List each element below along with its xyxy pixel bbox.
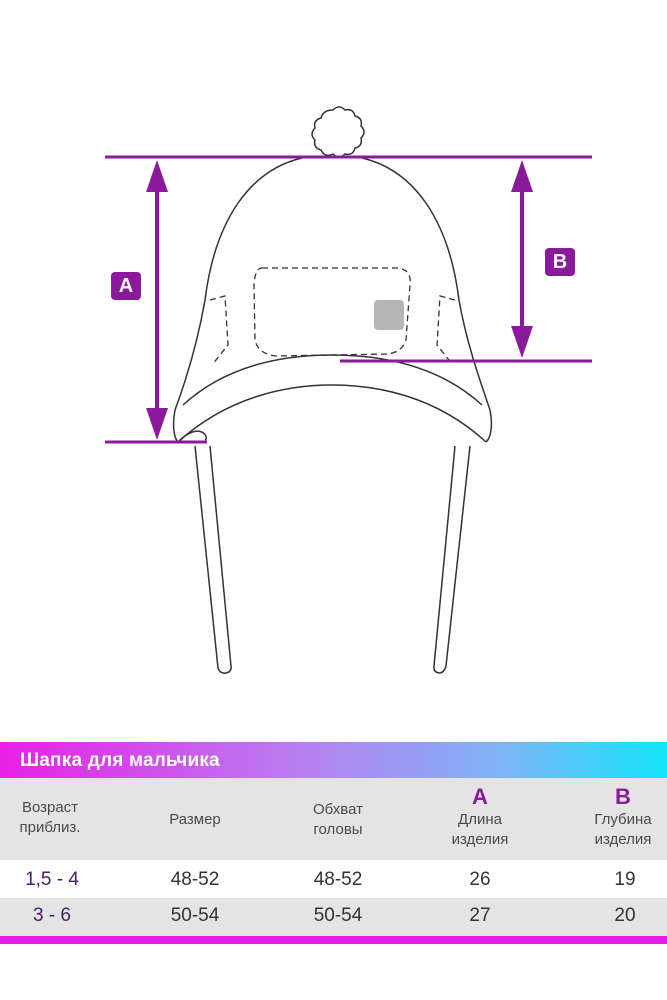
table-bottom-bar	[0, 936, 667, 944]
table-row	[0, 860, 667, 898]
header-a	[420, 784, 540, 850]
hat-body	[174, 158, 492, 442]
arrow-b	[511, 160, 533, 358]
header-b-line1: Глубина	[594, 811, 652, 828]
table-header-row	[0, 778, 667, 860]
header-b	[567, 784, 667, 850]
cell-size: 50-54	[170, 905, 220, 926]
logo-patch	[374, 300, 404, 330]
pompom	[312, 107, 364, 157]
header-a-letter: A	[472, 784, 488, 809]
header-age-line1: Возраст	[21, 799, 79, 816]
header-age-line2: приблиз.	[19, 819, 81, 836]
header-b-letter: B	[615, 784, 631, 809]
arrow-a	[146, 160, 168, 440]
cell-b: 19	[614, 869, 636, 890]
header-b-line2: изделия	[594, 831, 652, 848]
label-a-box: A	[111, 272, 141, 300]
hat-ties	[195, 446, 470, 673]
header-size: Размер	[169, 811, 221, 828]
cell-age: 3 - 6	[32, 905, 72, 926]
cell-girth: 50-54	[313, 905, 363, 926]
measure-lines	[105, 157, 592, 442]
cell-a: 27	[469, 905, 491, 926]
cell-age: 1,5 - 4	[25, 869, 79, 890]
label-b-box: B	[545, 248, 575, 276]
table-title-banner	[0, 742, 667, 778]
header-girth-line2: головы	[313, 821, 363, 838]
hat-seams	[210, 268, 455, 365]
cell-b: 20	[614, 905, 636, 926]
header-girth-line1: Обхват	[313, 801, 363, 818]
table-title: Шапка для мальчика	[20, 750, 220, 771]
header-age	[0, 798, 100, 838]
header-a-line1: Длина	[458, 811, 502, 828]
header-a-line2: изделия	[451, 831, 509, 848]
header-girth	[288, 800, 388, 840]
cell-a: 26	[469, 869, 491, 890]
table-row	[0, 898, 667, 936]
cell-girth: 48-52	[313, 869, 363, 890]
cell-size: 48-52	[170, 869, 220, 890]
